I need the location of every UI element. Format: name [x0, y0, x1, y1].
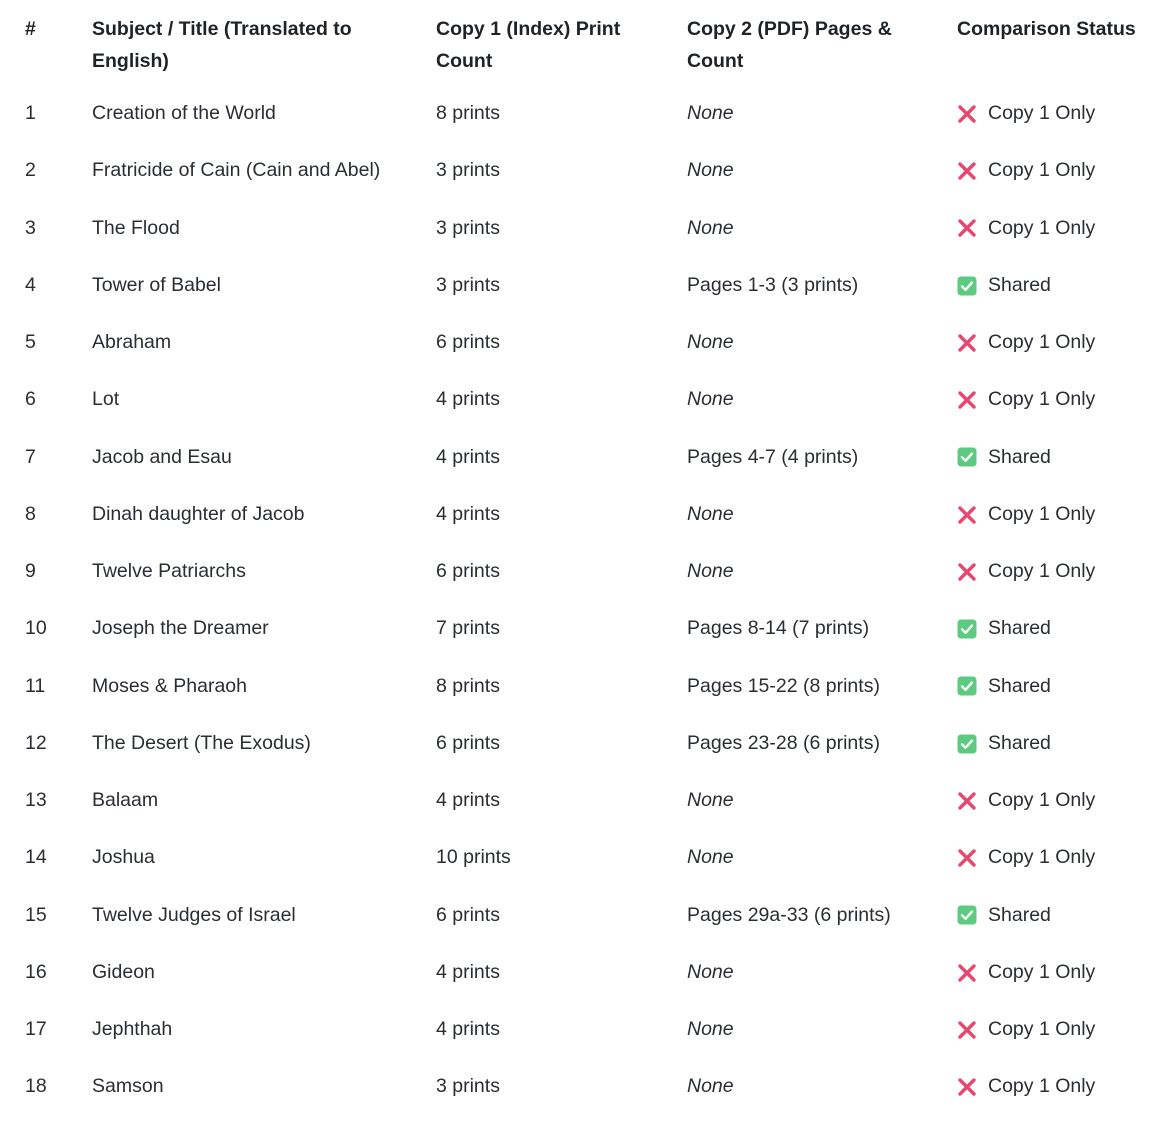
table-row	[0, 327, 1160, 384]
row-copy1-count: 3 prints	[436, 1075, 500, 1098]
row-copy1-count: 8 prints	[436, 674, 500, 697]
table-body	[0, 98, 1160, 1129]
row-subject: Gideon	[92, 960, 155, 983]
status-badge	[957, 98, 1095, 130]
status-badge	[957, 155, 1095, 187]
row-status	[932, 842, 1160, 899]
cross-mark-icon	[957, 791, 977, 811]
row-status	[932, 728, 1160, 785]
table-row	[0, 785, 1160, 842]
row-number: 13	[25, 789, 47, 811]
row-copy1-count: 10 prints	[436, 846, 511, 869]
row-subject: Moses & Pharaoh	[92, 674, 248, 697]
table-row	[0, 957, 1160, 1014]
row-subject: Joseph the Dreamer	[92, 617, 269, 640]
row-status	[932, 155, 1160, 212]
row-copy2-pages: Pages 8-14 (7 prints)	[687, 617, 870, 640]
row-status	[932, 384, 1160, 441]
row-subject: Samson	[92, 1075, 164, 1098]
row-copy2-pages: None	[687, 502, 734, 525]
table-row	[0, 1071, 1160, 1128]
status-label: Shared	[988, 273, 1051, 296]
row-status	[932, 327, 1160, 384]
check-box-icon	[957, 619, 977, 639]
row-subject: Twelve Judges of Israel	[92, 903, 296, 926]
row-copy2-pages: Pages 29a-33 (6 prints)	[687, 903, 891, 926]
row-number: 1	[25, 102, 36, 124]
row-copy1-count: 4 prints	[436, 445, 500, 468]
header-row	[0, 14, 1160, 98]
status-badge	[957, 384, 1095, 416]
table-row	[0, 499, 1160, 556]
row-number: 12	[25, 731, 47, 754]
row-subject: Joshua	[92, 846, 155, 869]
row-copy1-count: 4 prints	[436, 960, 500, 983]
row-status	[932, 442, 1160, 499]
table-row	[0, 671, 1160, 728]
status-label: Shared	[988, 731, 1051, 754]
status-badge	[957, 900, 1051, 932]
row-subject: Jephthah	[92, 1018, 173, 1040]
row-copy2-pages: None	[687, 846, 734, 869]
row-subject: Fratricide of Cain (Cain and Abel)	[92, 159, 381, 182]
row-status	[932, 1071, 1160, 1128]
status-label: Copy 1 Only	[988, 1018, 1096, 1040]
status-label: Copy 1 Only	[988, 388, 1096, 411]
comparison-table	[0, 14, 1160, 1129]
row-copy1-count: 3 prints	[436, 159, 500, 182]
row-subject: Lot	[92, 388, 120, 411]
row-copy2-pages: None	[687, 331, 734, 353]
table-row	[0, 728, 1160, 785]
row-number: 17	[25, 1018, 47, 1040]
row-copy2-pages: None	[687, 388, 734, 411]
cross-mark-icon	[957, 333, 977, 353]
row-status	[932, 98, 1160, 155]
table-header	[0, 14, 1160, 98]
status-label: Copy 1 Only	[988, 789, 1096, 811]
row-status	[932, 213, 1160, 270]
cross-mark-icon	[957, 1020, 977, 1040]
row-copy1-count: 6 prints	[436, 331, 500, 353]
row-copy2-pages: Pages 23-28 (6 prints)	[687, 731, 880, 754]
status-label: Copy 1 Only	[988, 102, 1096, 124]
status-label: Copy 1 Only	[988, 331, 1096, 353]
row-status	[932, 671, 1160, 728]
row-copy2-pages: Pages 4-7 (4 prints)	[687, 445, 859, 468]
row-number: 6	[25, 388, 36, 411]
row-copy2-pages: None	[687, 560, 734, 582]
table-row	[0, 155, 1160, 212]
status-badge	[957, 728, 1051, 760]
table-row	[0, 613, 1160, 670]
row-copy2-pages: None	[687, 1075, 734, 1098]
status-badge	[957, 785, 1095, 817]
row-subject: Abraham	[92, 331, 172, 353]
status-badge	[957, 270, 1051, 302]
row-copy2-pages: None	[687, 960, 734, 983]
table-row	[0, 213, 1160, 270]
status-label: Copy 1 Only	[988, 560, 1096, 582]
status-label: Copy 1 Only	[988, 502, 1096, 525]
row-number: 14	[25, 846, 47, 869]
row-status	[932, 499, 1160, 556]
check-box-icon	[957, 447, 977, 467]
cross-mark-icon	[957, 1077, 977, 1097]
status-label: Shared	[988, 903, 1051, 926]
row-number: 11	[25, 674, 46, 697]
row-status	[932, 270, 1160, 327]
status-badge	[957, 556, 1095, 588]
check-box-icon	[957, 905, 977, 925]
row-subject: Tower of Babel	[92, 273, 221, 296]
row-copy2-pages: None	[687, 216, 734, 239]
row-subject: Balaam	[92, 789, 159, 811]
row-number: 16	[25, 960, 47, 983]
table-row	[0, 442, 1160, 499]
status-label: Copy 1 Only	[988, 1075, 1096, 1098]
status-label: Shared	[988, 674, 1051, 697]
row-status	[932, 1014, 1160, 1071]
status-badge	[957, 613, 1051, 645]
status-badge	[957, 1014, 1095, 1046]
cross-mark-icon	[957, 218, 977, 238]
status-label: Copy 1 Only	[988, 159, 1096, 182]
table-row	[0, 900, 1160, 957]
row-number: 4	[25, 273, 36, 296]
check-box-icon	[957, 734, 977, 754]
cross-mark-icon	[957, 390, 977, 410]
row-status	[932, 613, 1160, 670]
row-copy2-pages: None	[687, 789, 734, 811]
header-status: Comparison Status	[957, 18, 1136, 40]
status-badge	[957, 499, 1095, 531]
status-badge	[957, 442, 1051, 474]
status-label: Shared	[988, 617, 1051, 640]
row-copy1-count: 7 prints	[436, 617, 500, 640]
row-copy1-count: 8 prints	[436, 102, 500, 124]
row-copy1-count: 6 prints	[436, 903, 500, 926]
cross-mark-icon	[957, 161, 977, 181]
row-number: 2	[25, 159, 36, 182]
row-number: 18	[25, 1075, 47, 1098]
row-number: 3	[25, 216, 36, 239]
check-box-icon	[957, 676, 977, 696]
table-row	[0, 556, 1160, 613]
row-copy2-pages: Pages 15-22 (8 prints)	[687, 674, 880, 697]
status-label: Copy 1 Only	[988, 846, 1096, 869]
row-copy2-pages: None	[687, 1018, 734, 1040]
row-status	[932, 556, 1160, 613]
check-box-icon	[957, 276, 977, 296]
row-subject: The Desert (The Exodus)	[92, 731, 311, 754]
row-number: 5	[25, 331, 36, 353]
status-badge	[957, 213, 1095, 245]
row-copy2-pages: Pages 1-3 (3 prints)	[687, 273, 859, 296]
row-copy1-count: 4 prints	[436, 1018, 500, 1040]
cross-mark-icon	[957, 104, 977, 124]
row-copy1-count: 4 prints	[436, 789, 500, 811]
row-number: 10	[25, 617, 47, 640]
status-badge	[957, 671, 1051, 703]
status-label: Shared	[988, 445, 1051, 468]
table-row	[0, 270, 1160, 327]
row-subject: Creation of the World	[92, 102, 276, 124]
row-copy2-pages: None	[687, 102, 734, 124]
row-subject: Dinah daughter of Jacob	[92, 502, 305, 525]
row-copy1-count: 4 prints	[436, 388, 500, 411]
cross-mark-icon	[957, 848, 977, 868]
row-status	[932, 957, 1160, 1014]
row-copy1-count: 4 prints	[436, 502, 500, 525]
header-copy1: Copy 1 (Index) Print Count	[436, 18, 621, 72]
cross-mark-icon	[957, 505, 977, 525]
row-number: 9	[25, 560, 36, 582]
row-copy1-count: 3 prints	[436, 273, 500, 296]
row-subject: Twelve Patriarchs	[92, 560, 246, 582]
table-row	[0, 384, 1160, 441]
row-subject: Jacob and Esau	[92, 445, 232, 468]
header-copy2: Copy 2 (PDF) Pages & Count	[687, 18, 892, 72]
status-badge	[957, 1071, 1095, 1103]
row-subject: The Flood	[92, 216, 180, 239]
status-badge	[957, 327, 1095, 359]
row-status	[932, 785, 1160, 842]
status-label: Copy 1 Only	[988, 960, 1096, 983]
table-row	[0, 98, 1160, 155]
row-number: 15	[25, 903, 47, 926]
row-number: 8	[25, 502, 36, 525]
row-copy1-count: 6 prints	[436, 560, 500, 582]
table-row	[0, 1014, 1160, 1071]
row-copy1-count: 3 prints	[436, 216, 500, 239]
row-copy1-count: 6 prints	[436, 731, 500, 754]
header-number: #	[25, 18, 36, 40]
header-subject: Subject / Title (Translated to English)	[92, 18, 352, 72]
row-status	[932, 900, 1160, 957]
cross-mark-icon	[957, 963, 977, 983]
status-label: Copy 1 Only	[988, 216, 1096, 239]
status-badge	[957, 957, 1095, 989]
row-number: 7	[25, 445, 36, 468]
row-copy2-pages: None	[687, 159, 734, 182]
status-badge	[957, 842, 1095, 874]
cross-mark-icon	[957, 562, 977, 582]
table-row	[0, 842, 1160, 899]
